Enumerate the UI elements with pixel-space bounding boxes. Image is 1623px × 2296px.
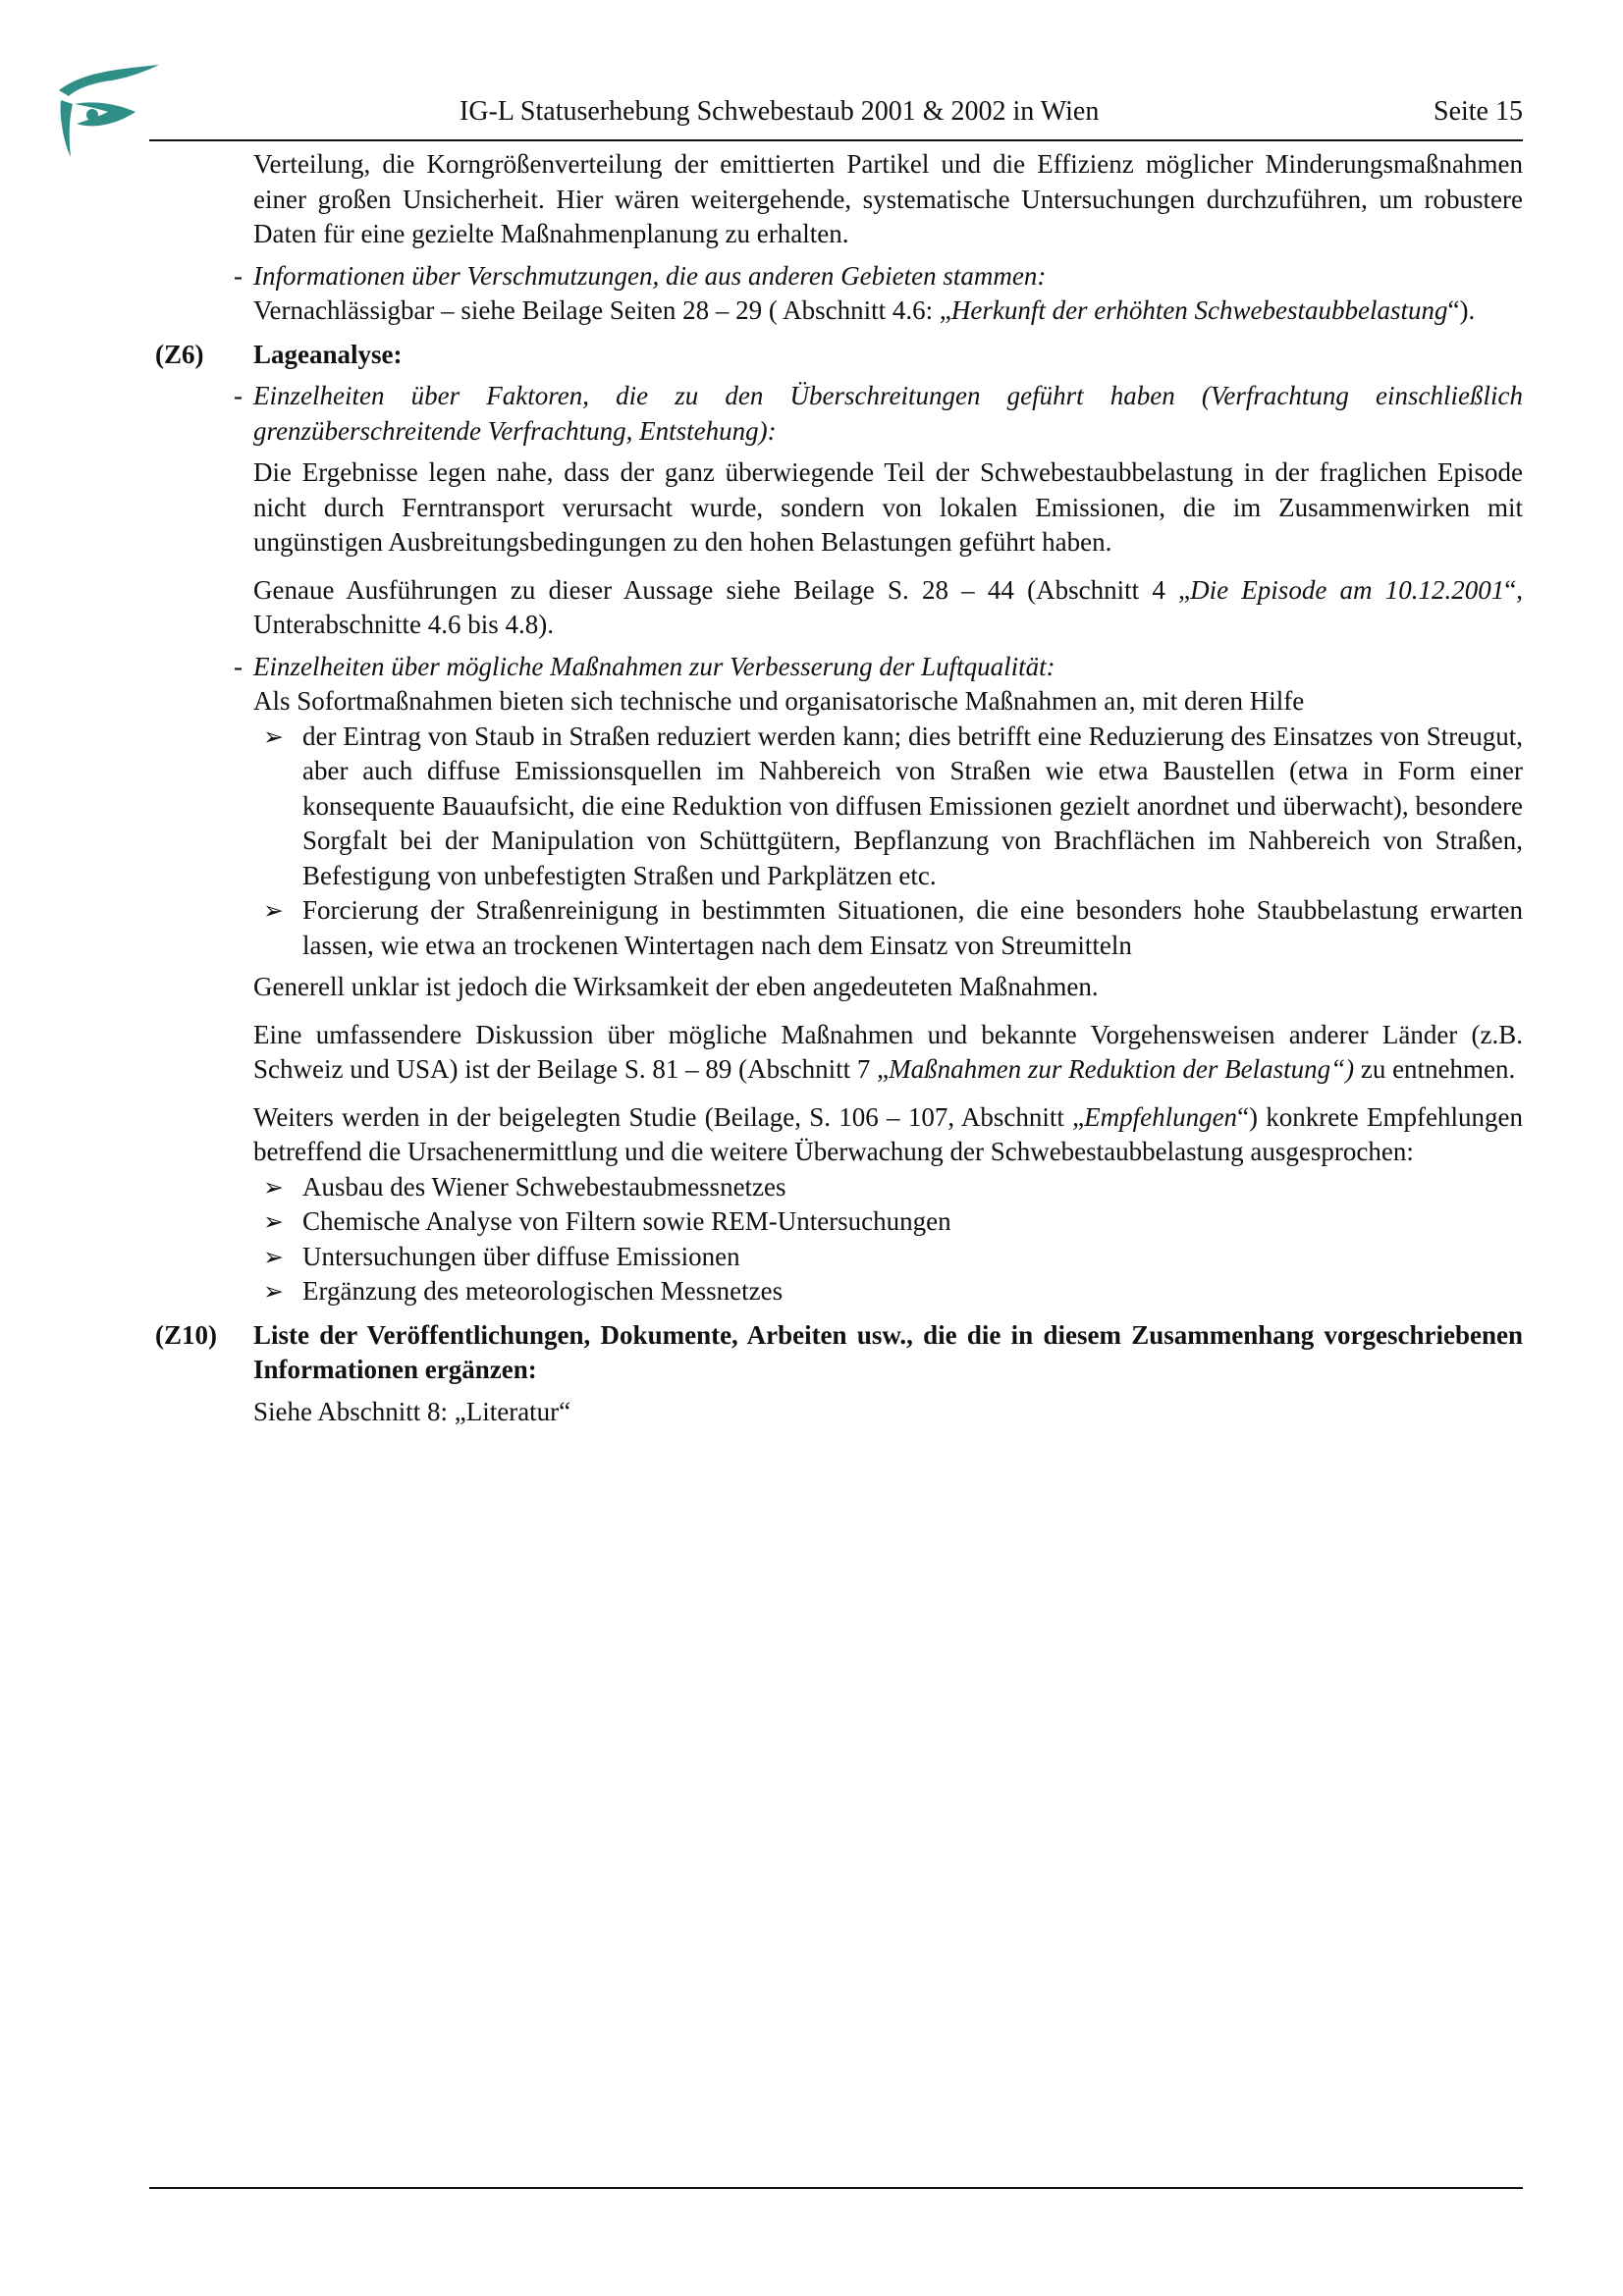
section-z6-heading	[155, 338, 1523, 373]
paragraph-see-literature: Siehe Abschnitt 8: „Literatur“	[253, 1396, 571, 1426]
paragraph-immediate: Als Sofortmaßnahmen bieten sich technische und organisatorische Maßnahmen an, mit deren Hilfe	[253, 686, 1305, 716]
header-title: IG-L Statuserhebung Schwebestaub 2001 & 2002 in Wien	[460, 96, 1100, 127]
text-part: Weiters werden in der beigelegten Studie (Beilage, S. 106 – 107, Abschnitt „	[253, 1101, 1085, 1132]
document-body	[155, 147, 1523, 1429]
list-item: ➢ Chemische Analyse von Filtern sowie REM-Untersuchungen	[253, 1204, 1523, 1240]
section-z6-label: (Z6)	[155, 339, 204, 369]
paragraph-results: Die Ergebnisse legen nahe, dass der ganz überwiegende Teil der Schwebestaubbelastung in der fraglichen Episode nicht durch Ferntransport verursacht wurde, sondern von lokalen Emissionen, die im Zusammenwirken mit ungünstigen Ausbreitungsbedingungen zu den hohen Belastungen geführt haben.	[253, 457, 1523, 557]
text-part: Vernachlässigbar – siehe Beilage Seiten 28 – 29 ( Abschnitt 4.6: „	[253, 295, 951, 325]
page-number: Seite 15	[1434, 96, 1523, 127]
text-part: “) konkrete Empfehlungen betreffend die Ursachenermittlung und die weitere Überwachung der Schwebestaubbelastung ausgesprochen:	[253, 1101, 1523, 1166]
section-z10-heading	[155, 1318, 1523, 1388]
bullet-list-recommendations	[253, 1170, 1523, 1309]
paragraph-recommendations	[253, 1100, 1523, 1170]
list-item: ➢ Ergänzung des meteorologischen Messnetzes	[253, 1274, 1523, 1309]
text-part: “).	[1447, 295, 1476, 325]
text-part: Genaue Ausführungen zu dieser Aussage siehe Beilage S. 28 – 44 (Abschnitt 4 „	[253, 574, 1191, 605]
text-italic: Empfehlungen	[1084, 1101, 1238, 1132]
text-part: Eine umfassendere Diskussion über mögliche Maßnahmen und bekannte Vorgehensweisen anderer Länder (z.B. Schweiz und USA) ist der Beilage S. 81 – 89 (Abschnitt 7 „	[253, 1019, 1523, 1084]
list-item: ➢ Ausbau des Wiener Schwebestaubmessnetzes	[253, 1170, 1523, 1205]
list-item: ➢ der Eintrag von Staub in Straßen reduziert werden kann; dies betrifft eine Reduzierung des Einsatzes von Streugut, aber auch diffuse Emissionsquellen im Nahbereich von Straßen wie etwa Baustellen (etwa in Form einer konsequente Bauaufsicht, die eine Reduktion von diffusen Emissionen gezielt anordnet und überwacht), besondere Sorgfalt bei der Manipulation von Schüttgütern, Bepflanzung von Brachflächen im Nahbereich von Straßen, Befestigung von unbefestigten Straßen und Parkplätzen etc.	[253, 720, 1523, 894]
section-z10-label: (Z10)	[155, 1319, 217, 1350]
section-z6-title: Lageanalyse:	[253, 339, 403, 369]
paragraph-discussion	[253, 1018, 1523, 1088]
footer-rule	[149, 2187, 1523, 2189]
text-italic: Maßnahmen zur Reduktion der Belastung“)	[889, 1054, 1355, 1084]
text-part: zu entnehmen.	[1354, 1054, 1516, 1084]
item-measures: - Einzelheiten über mögliche Maßnahmen zur Verbesserung der Luftqualität:	[253, 650, 1523, 685]
header-rule	[149, 139, 1523, 141]
paragraph-uncertainty: Verteilung, die Korngrößenverteilung der emittierten Partikel und die Effizienz möglicher Minderungsmaßnahmen einer großen Unsicherheit. Hier wären weitergehende, systematische Untersuchungen durchzuführen, um robustere Daten für eine gezielte Maßnahmenplanung zu erhalten.	[253, 149, 1523, 248]
list-item: ➢ Forcierung der Straßenreinigung in bestimmten Situationen, die eine besonders hohe Staubbelastung erwarten lassen, wie etwa an trockenen Wintertagen nach dem Einsatz von Streumitteln	[253, 893, 1523, 963]
list-item: ➢ Untersuchungen über diffuse Emissionen	[253, 1240, 1523, 1275]
item-factors: - Einzelheiten über Faktoren, die zu den Überschreitungen geführt haben (Verfrachtung einschließlich grenzüberschreitende Verfrachtung, Entstehung):	[253, 379, 1523, 449]
bullet-list-measures	[253, 720, 1523, 964]
paragraph-unclear: Generell unklar ist jedoch die Wirksamkeit der eben angedeuteten Maßnahmen.	[253, 972, 1099, 1001]
section-z10-title: Liste der Veröffentlichungen, Dokumente, Arbeiten usw., die die in diesem Zusammenhang vorgeschriebenen Informationen ergänzen:	[253, 1319, 1523, 1384]
item-external-pollution: - Informationen über Verschmutzungen, die aus anderen Gebieten stammen:	[253, 259, 1523, 294]
paragraph-negligible	[253, 294, 1523, 329]
text-part: “, Unterabschnitte 4.6 bis 4.8).	[253, 574, 1523, 639]
institution-logo-icon	[55, 61, 165, 159]
text-italic: Die Episode am 10.12.2001	[1190, 574, 1505, 605]
text-italic: Herkunft der erhöhten Schwebestaubbelastung	[950, 295, 1448, 325]
paragraph-exact	[253, 573, 1523, 643]
